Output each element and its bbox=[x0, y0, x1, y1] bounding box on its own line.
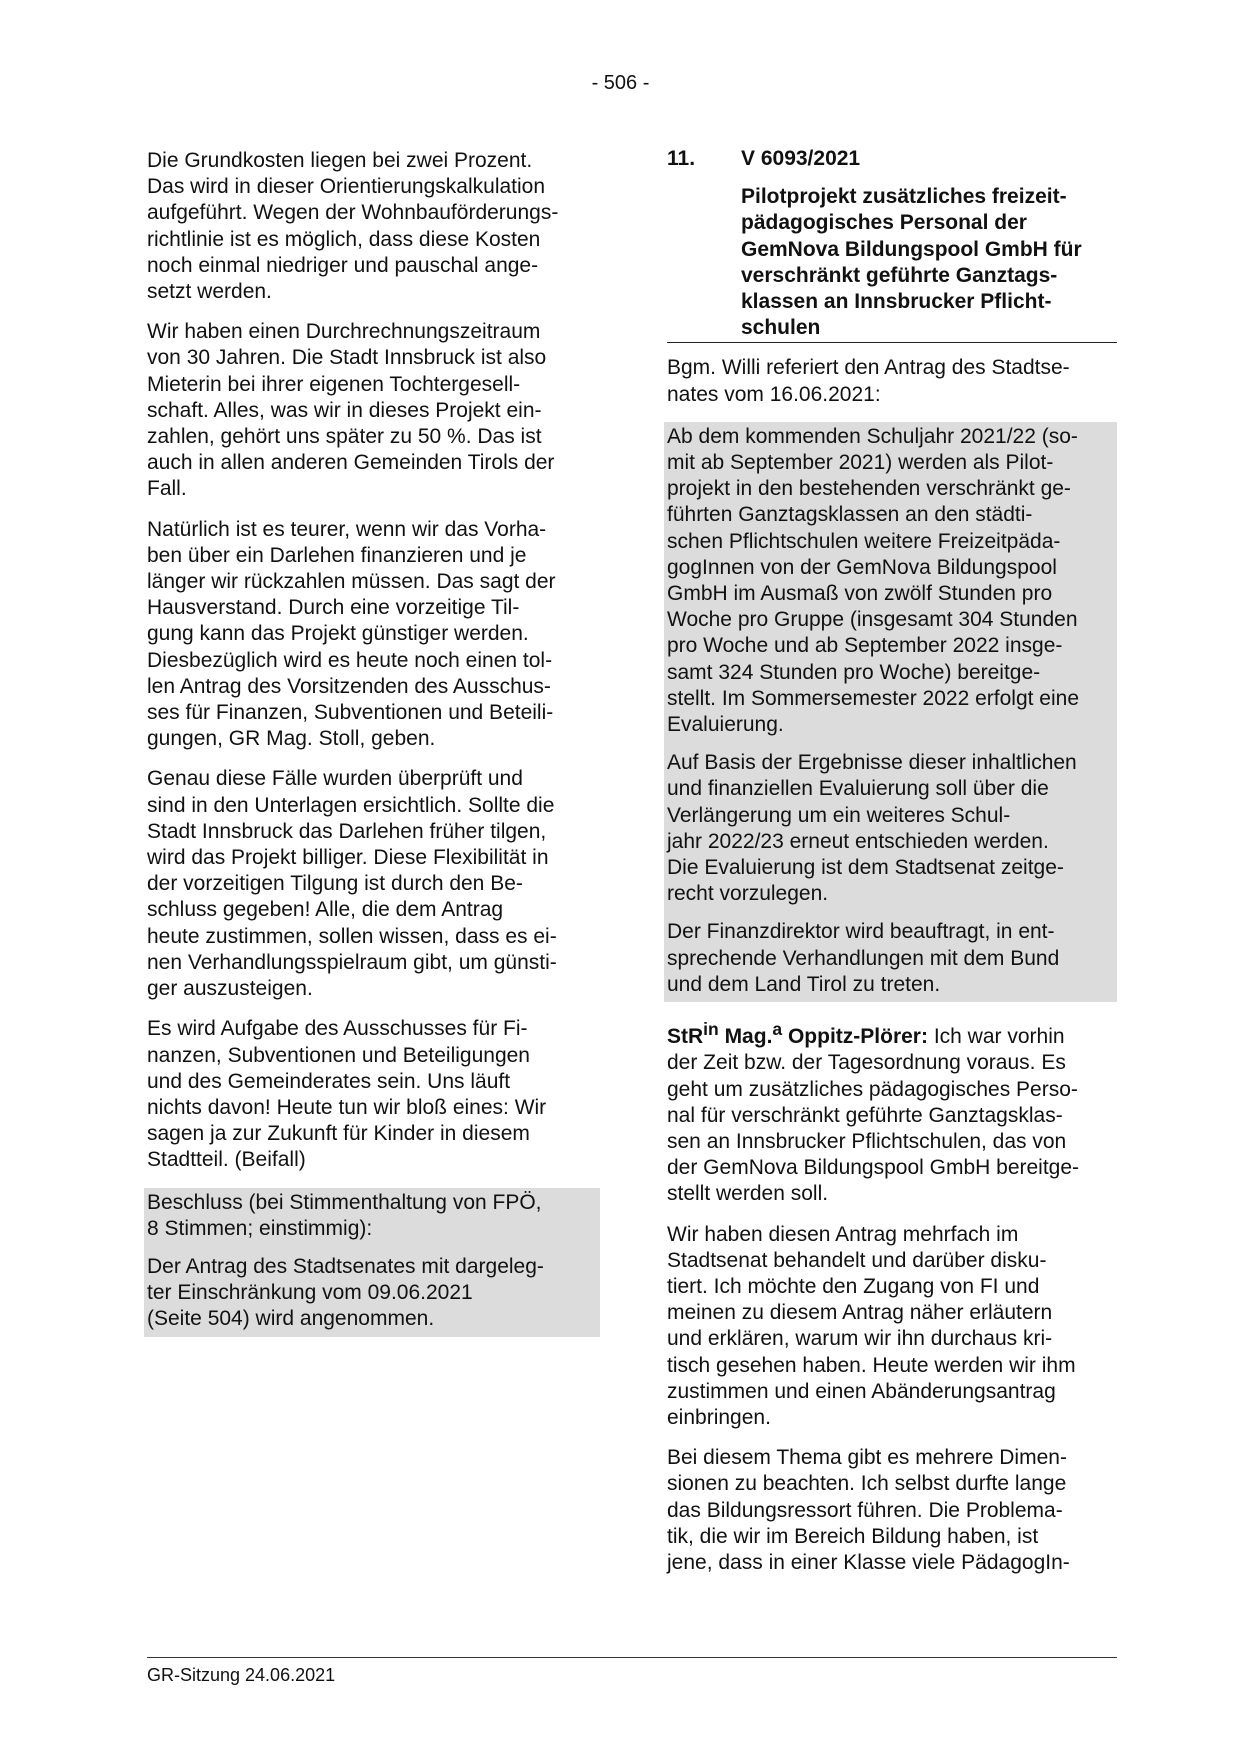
intro-paragraph: Bgm. Willi referiert den Antrag des Stadtse- nates vom 16.06.2021: bbox=[667, 356, 1070, 406]
speech-paragraph: Wir haben diesen Antrag mehrfach im Stadtsenat behandelt und darüber disku- tiert. Ich möchte den Zugang von FI und meinen zu diesem Antrag näher erläutern und erklären, warum wir ihn durchaus kri- tisch gesehen haben. Heute werden wir ihm zustimmen und einen Abänderungsantrag einbringen. bbox=[667, 1222, 1076, 1429]
agenda-item-header bbox=[667, 146, 1117, 172]
motion-box bbox=[664, 422, 1117, 1002]
paragraph: Wir haben einen Durchrechnungszeitraum von 30 Jahren. Die Stadt Innsbruck ist also Mieterin bei ihrer eigenen Tochtergesell- schaft. Alles, was wir in dieses Projekt ein- zahlen, gehört uns später zu 50 %. Das ist auch in allen anderen Gemeinden Tirols der Fall. bbox=[147, 320, 555, 501]
footer-text: GR-Sitzung 24.06.2021 bbox=[147, 1665, 336, 1685]
speaker-degree-sup: a bbox=[772, 1019, 783, 1040]
right-column bbox=[667, 146, 1117, 1590]
speech-paragraph: Bei diesem Thema gibt es mehrere Dimen- sionen zu beachten. Ich selbst durfte lange das Bildungsressort führen. Die Problema- tik, die wir im Bereich Bildung haben, ist jene, dass in einer Klasse viele PädagogIn- bbox=[667, 1446, 1070, 1574]
motion-paragraph: Ab dem kommenden Schuljahr 2021/22 (so- mit ab September 2021) werden als Pilot- projekt in den bestehenden verschränkt ge- führten Ganztagsklassen an den städti- schen Pflichtschulen weitere Freizeitpäda- gogInnen von der GemNova Bildungspool GmbH im Ausmaß von zwölf Stunden pro Woche pro Gruppe (insgesamt 304 Stunden pro Woche und ab September 2022 insge- samt 324 Stunden pro Woche) bereitge- stellt. Im Sommersemester 2022 erfolgt eine Evaluierung. bbox=[667, 424, 1080, 737]
paragraph: Die Grundkosten liegen bei zwei Prozent. Das wird in dieser Orientierungskalkulation aufgeführt. Wegen der Wohnbauförderungs- richtlinie ist es möglich, dass diese Kosten noch einmal niedriger und pauschal ange- setzt werden. bbox=[147, 149, 559, 304]
resolution-box bbox=[144, 1188, 600, 1337]
speech-text: Ich war vorhin der Zeit bzw. der Tagesordnung voraus. Es geht um zusätzliches pädagogisches Perso- nal für verschränkt geführte Ganztagsklas- sen an Innsbrucker Pflichtschulen, das von der GemNova Bildungspool GmbH bereitge- stellt werden soll. bbox=[667, 1025, 1080, 1206]
motion-paragraph: Der Finanzdirektor wird beauftragt, in ent- sprechende Verhandlungen mit dem Bund und dem Land Tirol zu treten. bbox=[667, 920, 1060, 996]
page-number: - 506 - bbox=[591, 72, 650, 94]
motion-paragraph: Auf Basis der Ergebnisse dieser inhaltlichen und finanziellen Evaluierung soll über die Verlängerung um ein weiteres Schul- jahr 2022/23 erneut entschieden werden. Die Evaluierung ist dem Stadtsenat zeitge- recht vorzulegen. bbox=[667, 751, 1077, 906]
footer-rule bbox=[147, 1657, 1117, 1658]
resolution-text: Der Antrag des Stadtsenates mit dargeleg- ter Einschränkung vom 09.06.2021 (Seite 504) wird angenommen. bbox=[147, 1254, 544, 1331]
paragraph: Es wird Aufgabe des Ausschusses für Fi- nanzen, Subventionen und Beteiligungen und des Gemeinderates sein. Uns läuft nichts davon! Heute tun wir bloß eines: Wir sagen ja zur Zukunft für Kinder in diesem Stadtteil. (Beifall) bbox=[147, 1017, 547, 1172]
speaker-degree: Mag. bbox=[718, 1025, 773, 1049]
speaker-title: StR bbox=[667, 1025, 704, 1049]
speaker-name bbox=[667, 1019, 928, 1049]
agenda-item-number: 11. bbox=[667, 147, 696, 170]
agenda-item-title: Pilotprojekt zusätzliches freizeit- pädagogisches Personal der GemNova Bildungspool GmbH für verschränkt geführte Ganztags- klassen an Innsbrucker Pflicht- schulen bbox=[741, 185, 1082, 340]
resolution-heading: Beschluss (bei Stimmenthaltung von FPÖ, 8 Stimmen; einstimmig): bbox=[147, 1190, 542, 1240]
left-column bbox=[147, 148, 600, 1337]
speech-paragraph bbox=[667, 1016, 1117, 1207]
paragraph: Genau diese Fälle wurden überprüft und sind in den Unterlagen ersichtlich. Sollte die Stadt Innsbruck das Darlehen früher tilgen, wird das Projekt billiger. Diese Flexibilität in der vorzeitigen Tilgung ist durch den Be- schluss gegeben! Alle, die dem Antrag heute zustimmen, sollen wissen, dass es ei- nen Verhandlungsspielraum gibt, um günsti- ger auszusteigen. bbox=[147, 767, 557, 1001]
agenda-title-rule bbox=[667, 184, 1117, 343]
agenda-item-code: V 6093/2021 bbox=[741, 147, 861, 170]
speaker-surname: Oppitz-Plörer: bbox=[782, 1025, 928, 1049]
paragraph: Natürlich ist es teurer, wenn wir das Vorha- ben über ein Darlehen finanzieren und je länger wir rückzahlen müssen. Das sagt der Hausverstand. Durch eine vorzeitige Til- gung kann das Projekt günstiger werden. Diesbezüglich wird es heute noch einen tol- len Antrag des Vorsitzenden des Ausschus- ses für Finanzen, Subventionen und Beteili- gungen, GR Mag. Stoll, geben. bbox=[147, 517, 556, 751]
speaker-title-sup: in bbox=[703, 1019, 719, 1040]
